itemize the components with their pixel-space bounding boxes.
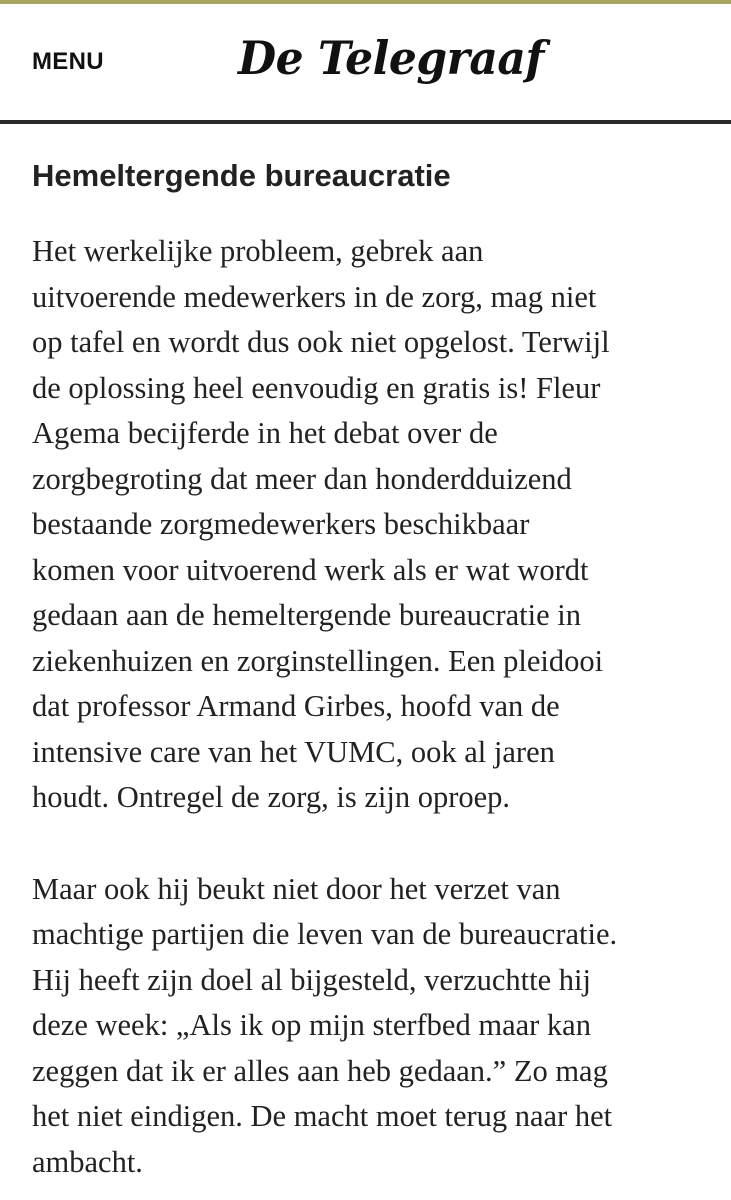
site-header: [0, 4, 731, 120]
article-body: [32, 124, 712, 1185]
article-paragraph-2: Maar ook hij beukt niet door het verzet van machtige partijen die leven van de bureaucratie. Hij heeft zijn doel al bijgesteld, verzuchtte hij deze week: „Als ik op mijn sterfbed maar kan zeggen dat ik er alles aan heb gedaan.” Zo mag het niet eindigen. De macht moet terug naar het ambacht.: [32, 871, 618, 1179]
menu-button[interactable]: MENU: [32, 48, 104, 75]
telegraaf-logo[interactable]: De Telegraaf: [238, 32, 544, 86]
article-paragraph-1: Het werkelijke probleem, gebrek aan uitvoerende medewerkers in de zorg, mag niet op tafel en wordt dus ook niet opgelost. Terwijl de oplossing heel eenvoudig en gratis is! Fleur Agema becijferde in het debat over de zorgbegroting dat meer dan honderdduizend bestaande zorgmedewerkers beschikbaar komen voor uitvoerend werk als er wat wordt gedaan aan de hemeltergende bureaucratie in ziekenhuizen en zorginstellingen. Een pleidooi dat professor Armand Girbes, hoofd van de intensive care van het VUMC, ook al jaren houdt. Ontregel de zorg, is zijn oproep.: [32, 234, 610, 814]
section-heading: Hemeltergende bureaucratie: [32, 158, 451, 193]
